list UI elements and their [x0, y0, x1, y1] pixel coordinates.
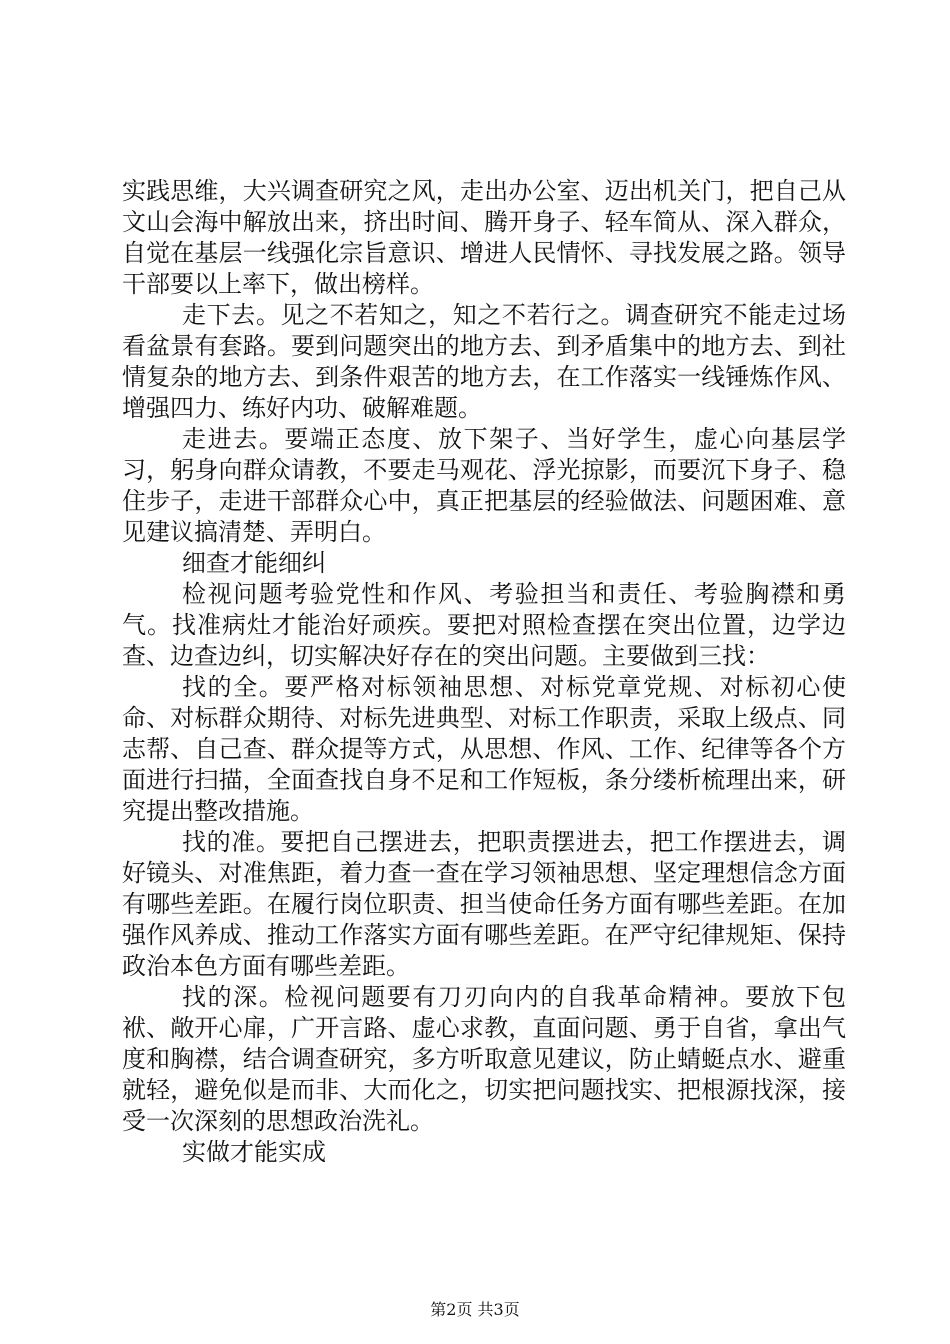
page-footer: 第2页 共3页 — [430, 1300, 520, 1319]
paragraph: 走进去。要端正态度、放下架子、当好学生，虚心向基层学习，躬身向群众请教，不要走马观花、浮光掠影，而要沉下身子、稳住步子，走进干部群众心中，真正把基层的经验做法、问题困难、意见建议搞清楚、弄明白。 — [122, 425, 846, 546]
section-heading: 细查才能细纠 — [182, 549, 326, 577]
paragraph: 找的深。检视问题要有刀刃向内的自我革命精神。要放下包袱、敞开心扉，广开言路、虚心求教，直面问题、勇于自省，拿出气度和胸襟，结合调查研究，多方听取意见建议，防止蜻蜓点水、避重就轻，避免似是而非、大而化之，切实把问题找实、把根源找深，接受一次深刻的思想政治洗礼。 — [122, 983, 846, 1135]
paragraph: 实践思维，大兴调查研究之风，走出办公室、迈出机关门，把自己从文山会海中解放出来，挤出时间、腾开身子、轻车简从、深入群众，自觉在基层一线强化宗旨意识、增进人民情怀、寻找发展之路。领导干部要以上率下，做出榜样。 — [122, 177, 846, 298]
paragraph: 找的准。要把自己摆进去，把职责摆进去，把工作摆进去，调好镜头、对准焦距，着力查一查在学习领袖思想、坚定理想信念方面有哪些差距。在履行岗位职责、担当使命任务方面有哪些差距。在加强作风养成、推动工作落实方面有哪些差距。在严守纪律规矩、保持政治本色方面有哪些差距。 — [122, 828, 846, 980]
section-heading: 实做才能实成 — [182, 1138, 326, 1166]
paragraph: 走下去。见之不若知之，知之不若行之。调查研究不能走过场看盆景有套路。要到问题突出的地方去、到矛盾集中的地方去、到社情复杂的地方去、到条件艰苦的地方去，在工作落实一线锤炼作风、增强四力、练好内功、破解难题。 — [122, 301, 846, 422]
paragraph: 检视问题考验党性和作风、考验担当和责任、考验胸襟和勇气。找准病灶才能治好顽疾。要把对照检查摆在突出位置，边学边查、边查边纠，切实解决好存在的突出问题。主要做到三找： — [122, 580, 846, 670]
body-text — [122, 176, 846, 1168]
paragraph: 找的全。要严格对标领袖思想、对标党章党规、对标初心使命、对标群众期待、对标先进典型、对标工作职责，采取上级点、同志帮、自己查、群众提等方式，从思想、作风、工作、纪律等各个方面进行扫描，全面查找自身不足和工作短板，条分缕析梳理出来，研究提出整改措施。 — [122, 673, 846, 825]
